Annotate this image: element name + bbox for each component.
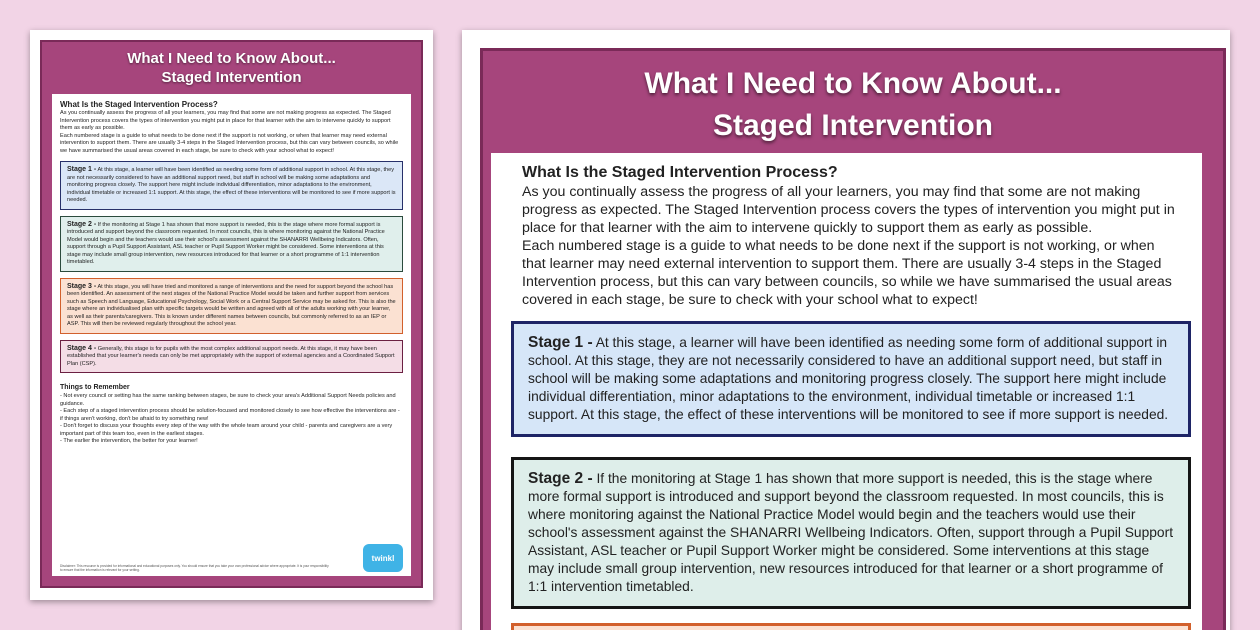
thumbnail-stage-3-label: Stage 3 - [67,282,97,290]
zoomed-stage-2 [511,457,1191,609]
zoomed-stage-2-text: If the monitoring at Stage 1 has shown that more support is needed, this is the stage where more formal support is introduced and support beyond the classroom requested. In most councils, this is where monitoring against the National Practice Model would begin and the teachers would use their school's assessment against the SHANARRI Wellbeing Indicators. Often, support through a Pupil Support Assistant, ASL teacher or Pupil Support Worker might be considered. Some interventions at this stage may include small group intervention, new resources introduced for that learner or a short programme of 1:1 intervention timetabled. [528,471,1174,594]
thumbnail-stage-4 [60,340,403,374]
zoomed-title-line2: Staged Intervention [712,109,994,142]
thumbnail-title [42,42,421,94]
thumbnail-stage-1 [60,161,403,210]
thumbnail-stage-2-label: Stage 2 - [67,220,97,228]
zoomed-body [491,153,1202,630]
thumbnail-footer [60,544,403,572]
zoomed-intro-p1: As you continually assess the progress of all your learners, you may find that some are not making progress as expected. The Staged Intervention process covers the types of intervention you might put in place for that learner with the aim to intervene quickly to support them as early as possible. [522,184,1175,236]
zoomed-stage-1-label: Stage 1 - [528,334,593,351]
zoomed-title [483,51,1223,153]
twinkl-logo: twinkl [363,544,403,572]
thumbnail-intro-p2: Each numbered stage is a guide to what needs to be done next if the support is not working, or when that learner may need external intervention to support them. There are usually 3-4 steps in the Staged Intervention process, but this can vary between councils, so while we have summarised the usual areas covered in each stage, be sure to check with your school what to expect! [60,132,399,154]
thumbnail-things-heading: Things to Remember [60,384,130,391]
thumbnail-body [52,94,411,576]
thumbnail-things-2: - Each step of a staged intervention process should be solution-focused and monitored closely to see how effective the interventions are - if things aren't working, don't be afraid to try something new! [60,408,400,422]
thumbnail-intro-p1: As you continually assess the progress of all your learners, you may find that some are not making progress as expected. The Staged Intervention process covers the types of intervention you might put in place for that learner with the aim to intervene quickly to support them as early as possible. [60,110,391,131]
zoomed-intro-p2: Each numbered stage is a guide to what needs to be done next if the support is not working, or when that learner may need external intervention to support them. There are usually 3-4 steps in the Staged Intervention process, but this can vary between councils, so while we have summarised the usual areas covered in each stage, be sure to check with your school what to expect! [522,238,1172,308]
thumbnail-title-line1: What I Need to Know About... [127,50,336,67]
thumbnail-stage-3 [60,278,403,334]
thumbnail-things-4: - The earlier the intervention, the better for your learner! [60,438,198,444]
thumbnail-page [30,30,433,600]
thumbnail-disclaimer: Disclaimer: This resource is provided for informational and educational purposes only. You should ensure that you take your own professional advice where appropriate. It is your responsibility to ensure that the information is relevant for your setting. [60,564,329,572]
thumbnail-frame [40,40,423,588]
thumbnail-stage-2 [60,216,403,272]
thumbnail-things-3: - Don't forget to discuss your thoughts every step of the way with the whole team around your child - parents and caregivers are a very important part of this team too, even in the earliest stages. [60,423,393,437]
thumbnail-stage-4-text: Generally, this stage is for pupils with the most complex additional support needs. At this stage, it may have been established that your learner's needs can only be met appropriately with the support of external agencies and a Coordinated Support Plan (CSP). [67,345,395,367]
thumbnail-stage-1-label: Stage 1 - [67,166,97,173]
thumbnail-stage-3-text: At this stage, you will have tried and monitored a range of interventions and the need for support beyond the school has been identified. An assessment of the next stages of the National Practice Model would be taken and further support from services such as Speech and Language, Educational Psychology, Social Work or a Central Support Service may be asked for. This is also the stage where an individualised plan with specific targets would be written and agreed with all of the adults working with your learner, as well as their parents/caregivers. This is known under different names between councils, but commonly referred to as an IEP or ASP. This will then be reviewed regularly throughout the school year. [67,283,396,327]
zoomed-stage-1 [511,321,1191,437]
zoomed-stage-3 [511,623,1191,630]
zoomed-stage-2-label: Stage 2 - [528,470,593,487]
zoomed-frame [480,48,1226,630]
zoomed-page [462,30,1230,630]
thumbnail-intro-heading: What Is the Staged Intervention Process? [60,100,218,109]
zoomed-title-line1: What I Need to Know About... [644,67,1062,100]
thumbnail-stage-1-text: At this stage, a learner will have been identified as needing some form of additional support in school. At this stage, they are not necessarily considered to have an additional support need, but staff in school will be making some adaptations and monitoring progress closely. The support here might include individual differentiation, minor adaptations to the environment, individual timetable or increased 1:1 support. At this stage, the effect of these interventions will be monitored to see if more support is needed. [67,167,396,203]
zoomed-intro-heading: What Is the Staged Intervention Process? [522,164,838,181]
thumbnail-stage-2-text: If the monitoring at Stage 1 has shown that more support is needed, this is the stage where more formal support is introduced and support beyond the classroom requested. In most councils, this is where monitoring against the National Practice Model would begin and the teachers would use their school's assessment against the SHANARRI Wellbeing Indicators. Often, support through a Pupil Support Assistant, ASL teacher or Pupil Support Worker might be considered. Some interventions at this stage may include small group intervention, new resources introduced for that learner or a short programme of 1:1 intervention timetabled. [67,221,385,265]
thumbnail-things-1: - Not every council or setting has the same ranking between stages, be sure to check your area's Additional Support Needs policies and guidance. [60,393,396,407]
thumbnail-stage-4-label: Stage 4 - [67,344,97,352]
thumbnail-title-line2: Staged Intervention [161,69,302,86]
zoomed-stage-1-text: At this stage, a learner will have been identified as needing some form of additional support in school. At this stage, they are not necessarily considered to have an additional support need, but staff in school will be making some adaptations and monitoring progress closely. The support here might include individual differentiation, minor adaptations to the environment, individual timetable or increased 1:1 support. At this stage, the effect of these interventions will be monitored to see if more support is needed. [528,335,1169,422]
thumbnail-things-to-remember [60,383,403,446]
